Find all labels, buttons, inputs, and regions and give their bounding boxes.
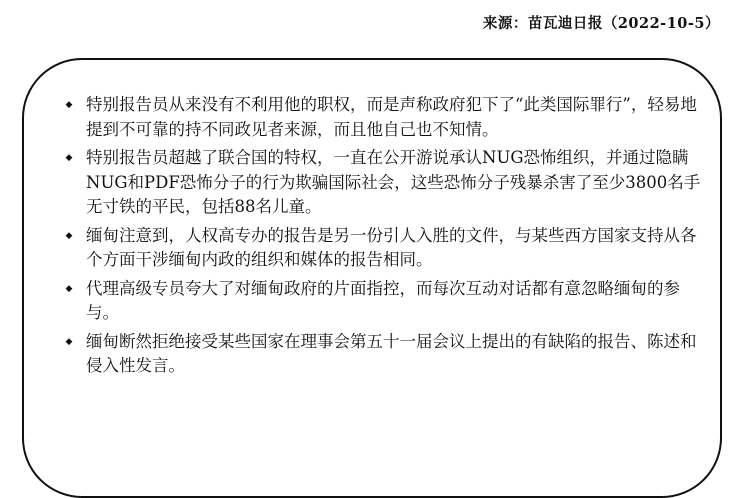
diamond-bullet-icon: ◆ [65, 100, 73, 110]
bullet-text: 缅甸注意到，人权高专办的报告是另一份引人入胜的文件，与某些西方国家支持从各个方面干涉缅甸内政的组织和媒体的报告相同。 [86, 225, 697, 269]
source-citation: 来源：苗瓦迪日报（2022-10-5） [482, 15, 720, 32]
bullet-item [62, 146, 702, 220]
diamond-bullet-icon: ◆ [65, 153, 73, 163]
diamond-bullet-icon: ◆ [65, 230, 73, 241]
bullet-list [62, 93, 702, 383]
diamond-bullet-icon: ◆ [65, 336, 73, 347]
bullet-text: 特别报告员从来没有不利用他的职权，而是声称政府犯下了“此类国际罪行”，轻易地提到不可靠的持不同政见者来源，而且他自己也不知情。 [86, 95, 697, 139]
bullet-item [62, 330, 702, 379]
bullet-item [62, 277, 702, 326]
diamond-bullet-icon: ◆ [65, 283, 73, 294]
bullet-text: 特别报告员超越了联合国的特权，一直在公开游说承认NUG恐怖组织，并通过隐瞒NUG和PDF恐怖分子的行为欺骗国际社会，这些恐怖分子残暴杀害了至少3800名手无寸铁的平民，包括88名儿童。 [86, 148, 701, 216]
bullet-text: 代理高级专员夸大了对缅甸政府的片面指控，而每次互动对话都有意忽略缅甸的参与。 [86, 278, 680, 322]
bullet-item [62, 224, 702, 273]
bullet-text: 缅甸断然拒绝接受某些国家在理事会第五十一届会议上提出的有缺陷的报告、陈述和侵入性发言。 [86, 331, 697, 375]
bullet-item [62, 93, 702, 142]
